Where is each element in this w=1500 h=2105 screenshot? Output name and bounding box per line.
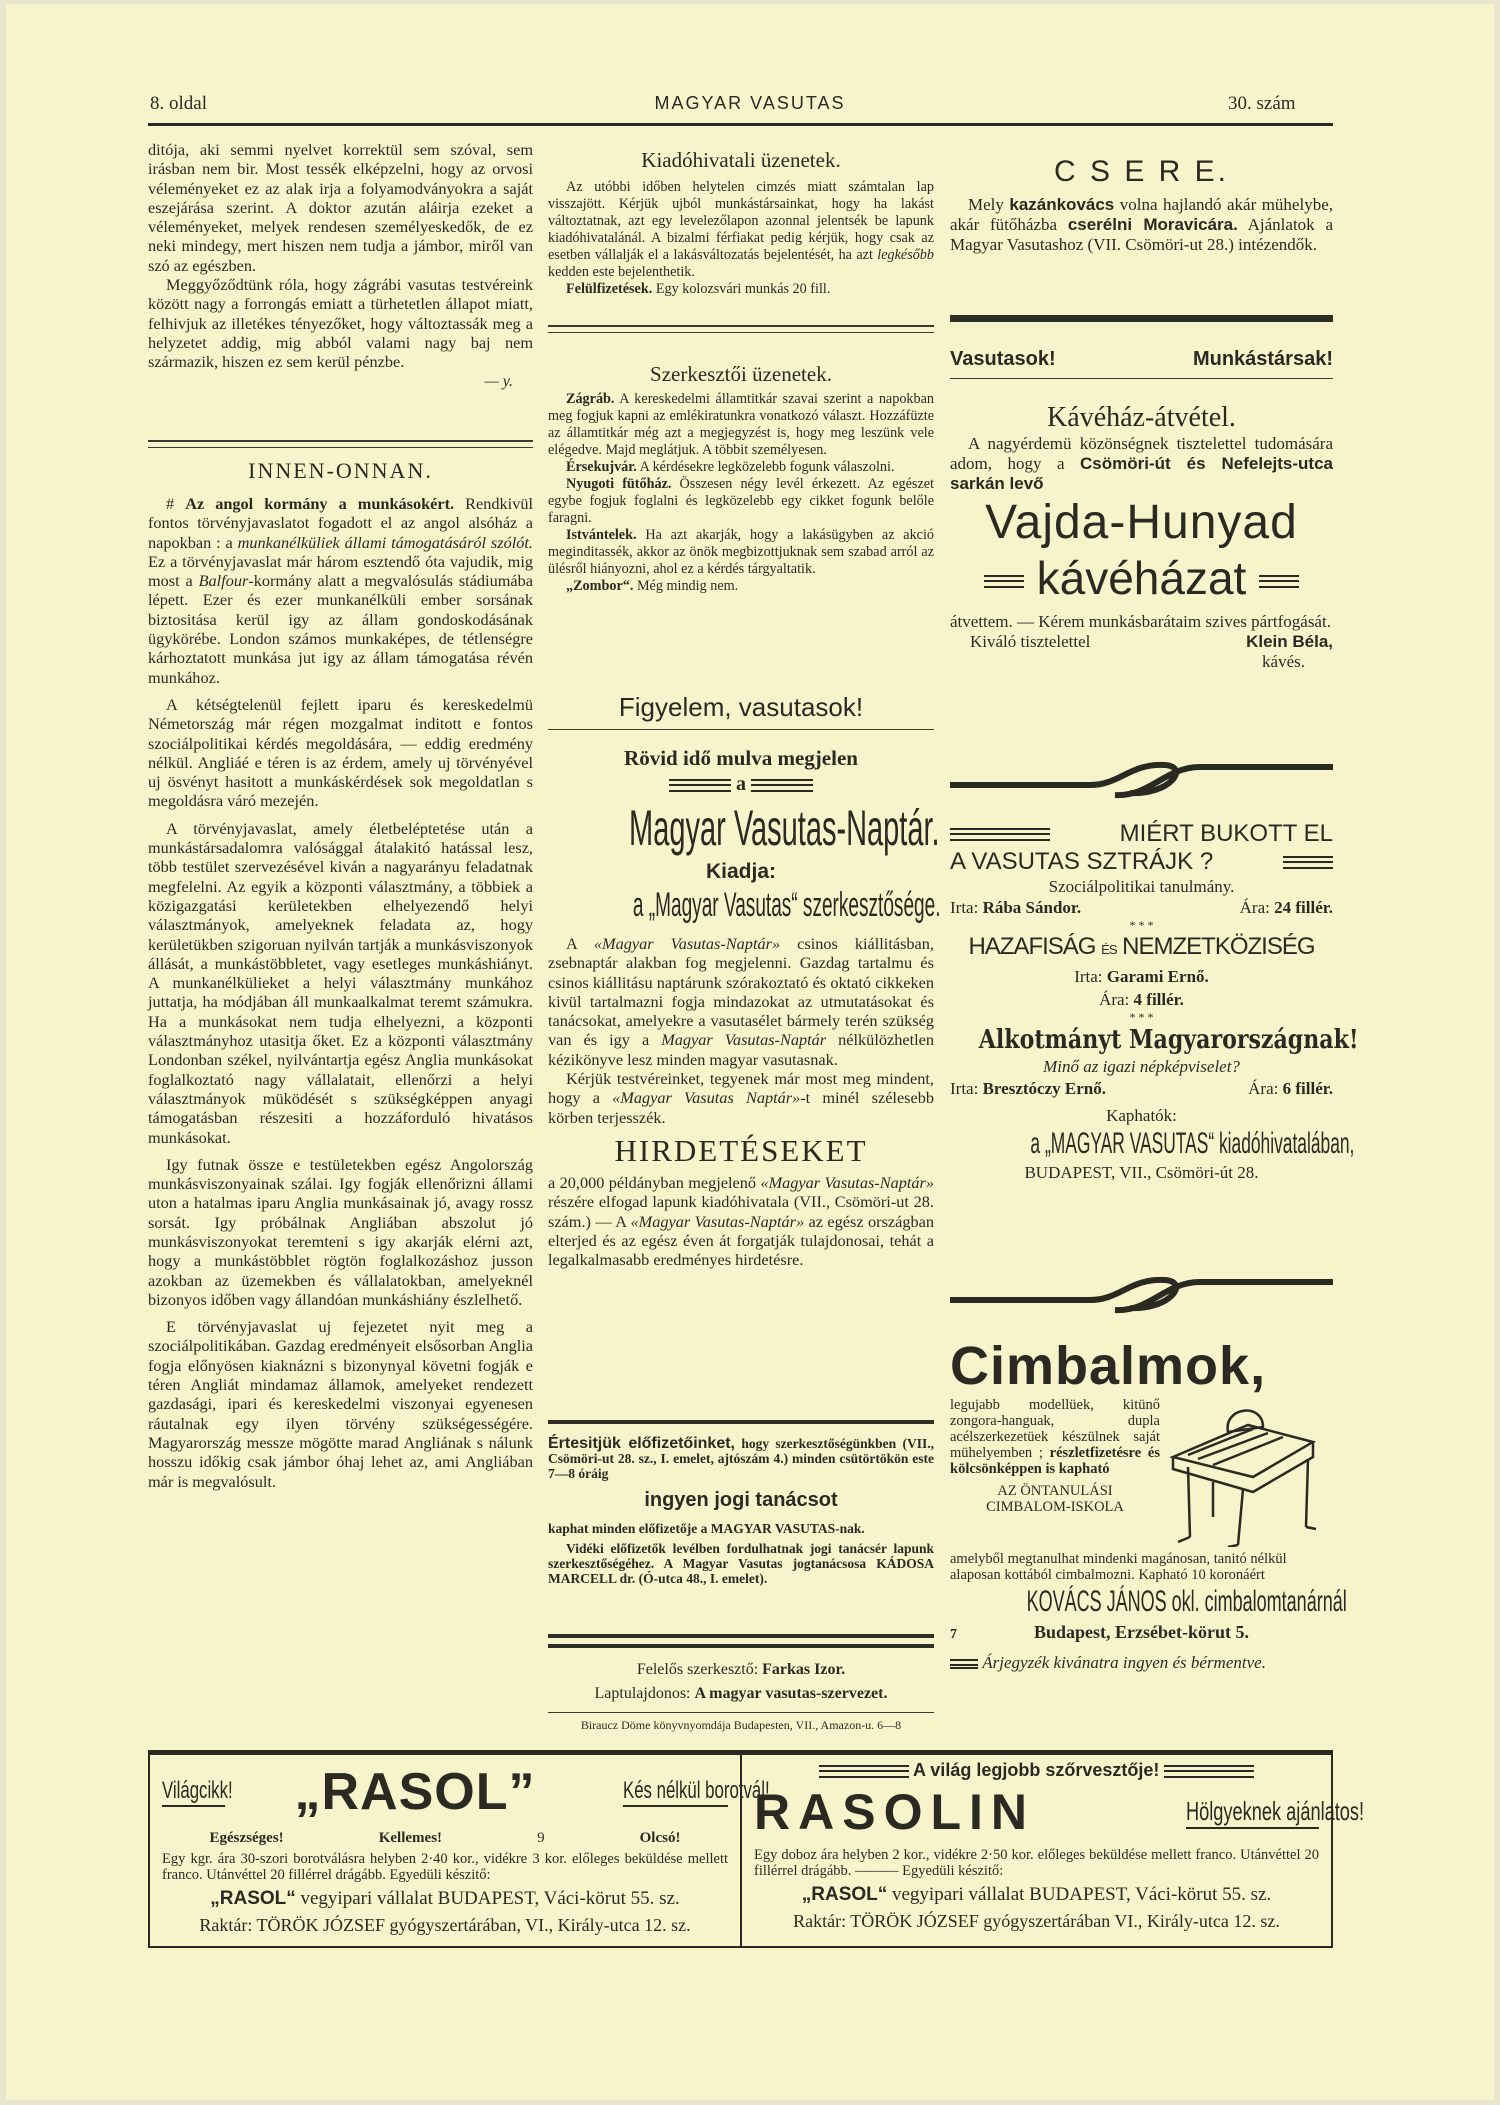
reply-place: Érsekujvár.	[566, 459, 637, 475]
article-title: Az angol kormány a munkásokért.	[185, 494, 455, 513]
owner-label: Laptulajdonos:	[594, 1685, 695, 1702]
stockist: Raktár: TÖRÖK JÓZSEF gyógyszertárában VI., Király-utca 12. sz.	[793, 1911, 1280, 1931]
calendar-ad-article	[548, 773, 934, 796]
article-text: Ez a törvényjavaslat már három esztendő óta vajudik, mig most a	[148, 551, 533, 591]
article-continuation: ditója, aki semmi nyelvet korrektül sem szóval, sem irásban nem bir. Most tessék elképzelni, hogy az orvosi véleményeket ez az alak irja a folyamodványokra a saját eszejárása szerint. A doktor azután aláirja ezeket a véleményeket, melyek rendesen személyeskedők, de ez neki mindegy, mert hiszen nem tudja a jámbor, miről van szó az egészben.	[148, 140, 533, 275]
ad-text: Mely	[968, 195, 1010, 214]
divider	[548, 1644, 934, 1648]
ad-number: 7	[950, 1627, 957, 1642]
section-title: INNEN-ONNAN.	[248, 458, 433, 483]
reply-text: Összesen négy levél érkezett. Az egészet egybe fogjuk foglalni és legközelebb egy cikket fogunk belőle faragni.	[548, 476, 934, 526]
ornament-rule	[1164, 1765, 1254, 1778]
ad-text: részére elfogad lapunk kiadóhivatala (VII., Csömöri-ut 28. szám.) — A	[548, 1192, 934, 1231]
advertisements-title: HIRDETÉSEKET	[614, 1132, 868, 1168]
price: 6 fillér.	[1282, 1079, 1333, 1098]
owner-title: kávés.	[1262, 652, 1305, 671]
rasol-ad	[150, 1755, 770, 1946]
reply-text: Még mindig nem.	[633, 578, 739, 594]
masthead-title: MAGYAR VASUTAS	[654, 93, 846, 113]
ad-text-italic: «Magyar Vasutas-Naptár»	[630, 1211, 805, 1231]
section-divider	[548, 325, 934, 333]
ad-text: Ajánlatok a Magyar Vasutashoz (VII. Csömöri-ut 28.) intézendők.	[950, 215, 1333, 254]
pamphlet-subtitle: Szociálpolitikai tanulmány.	[1048, 877, 1235, 896]
ad-text: csinos kiállitásban, zsebnaptár alakban fog megjelenni. Gazdag tartalmu és csinos kiállitásu naptárunk szórakoztató és oktató cikkeken kivül tartalmazni fogja mindazokat az utmutatásokat és tanácsokat, amelyekre a vasutasélet bármely terén szükség van és igy a	[548, 934, 934, 1050]
ad-text: legujabb modellüek, kitünő zongora-hanguak, dupla acélszerkezetüek készülnek saját mühelyemben ;	[950, 1397, 1160, 1461]
calendar-title: Magyar Vasutas-Naptár.	[629, 800, 940, 856]
article-text-italic: munkanélküliek állami támogatásáról szólót.	[237, 532, 533, 552]
divider	[548, 1712, 934, 1713]
page-number: 8. oldal	[150, 93, 207, 114]
tagline: Hölgyeknek ajánlatos!	[1186, 1796, 1319, 1829]
pamphlet-title: A VASUTAS SZTRÁJK ?	[950, 848, 1214, 875]
tagline: Kés nélkül borotvál!	[623, 1777, 728, 1807]
divider	[548, 729, 934, 730]
benefit: Olcsó!	[639, 1830, 681, 1846]
author-label: Irta:	[1074, 967, 1107, 986]
reply-text: A kérdésekre legközelebb fogunk válaszolni.	[636, 459, 895, 475]
article-paragraph: A törvényjavaslat, amely életbeléptetése után a munkástársadalomra valósággal átalakitó hatással lesz, több testület szervezésével kiván a nagyarányu feladatnak megfelelni. Az egyik a központi választmány, a többiek a közigazgatási kerületekben elhelyezendő helyi választmányok, amelyeknek feladata az, hogy kerületükben szigoruan nyilván tartják a munkásviszonyok állását, a munkástöbbletet, vagy esetleges munkáshiányt. A munkanélkülieket a helyi választmány munkához juttatja, ha módjában áll munkaalkalmat teremt számukra. Ha a munkásokat nem tudja elhelyezni, a központi választmányhoz utasitja őket. Ez a központi választmány Londonban székel, nyilvántartja egész Anglia munkásokat foglalkoztató nagy vállalatait, ellenőrzi a helyi választmányok müködését s szükségképpen anyagi támogatásban részesiti a hozzáforduló hivatásos munkásokat.	[148, 818, 533, 1147]
author: Garami Ernő.	[1106, 967, 1209, 986]
divider	[950, 378, 1333, 379]
price: 4 fillér.	[1133, 990, 1184, 1009]
maker-address: vegyipari vállalat BUDAPEST, Váci-körut 55. sz.	[887, 1884, 1272, 1905]
hash-mark-icon: #	[166, 494, 175, 513]
reply-text: Ha azt akarják, hogy a lakásügyben az akció meginditassék, akkor az önök megbizottjuknak sem szabad arról az ülésről hiányozni, ahol ez a kérdés tárgyaltatik.	[548, 527, 934, 577]
ornament-rule	[950, 1659, 978, 1669]
author-label: Irta:	[950, 898, 983, 917]
closing: Kiváló tisztelettel	[970, 632, 1091, 651]
owner-name: A magyar vasutas-szervezet.	[694, 1685, 888, 1702]
ornament-rule	[950, 828, 1050, 841]
pamphlet-subtitle: Minő az igazi népképviselet?	[1043, 1057, 1240, 1076]
divider	[950, 315, 1333, 322]
reply-place: „Zombor“.	[566, 578, 634, 594]
benefit: Kellemes!	[378, 1830, 443, 1846]
available-label: Kaphatók:	[1106, 1106, 1177, 1125]
railwaymen-callout: Vasutasok!	[950, 348, 1056, 370]
ad-text-bold: Csömöri-út és Nefelejts-utca sarkán levő	[950, 454, 1333, 493]
calendar-ad-subtitle: Rövid idő mulva megjelen	[624, 746, 858, 770]
ad-text: nélkülözhetlen kézikönyve lesz minden magyar vasutasnak.	[548, 1030, 934, 1069]
article-paragraph: A kétségtelenül fejlett iparu és kereskedelmü Németország már régen mozgalmat inditott e fontos szociálpolitikai kérdés megoldására, — eddig eredmény nélkül. Angliáé e téren is az érdem, amely uj törvényével uj ösvényt hasitott a munkáskérdések sok megoldatlan s megoldásra váró mezején.	[148, 694, 533, 811]
editor-label: Felelős szerkesztő:	[636, 1661, 763, 1678]
ad-text: -t minél szélesebb körben terjesszék.	[548, 1088, 935, 1127]
calendar-ad-headline: Figyelem, vasutasok!	[618, 692, 864, 722]
tagline: Világcikk!	[162, 1777, 225, 1807]
stockist: Raktár: TÖRÖK JÓZSEF gyógyszertárában, VI., Király-utca 12. sz.	[199, 1915, 691, 1935]
ad-text-italic: Magyar Vasutas-Naptár	[661, 1030, 827, 1050]
ad-text: Egy kgr. ára 30-szori borotválásra helyben 2·40 kor., vidékre 3 kor. előleges beküldése mellett franco. Utánvéttel 20 fillérrel drágább. Egyedüli készitő:	[162, 1851, 728, 1883]
ornament-rule	[1259, 575, 1299, 588]
cafe-word: kávéházat	[1036, 552, 1247, 604]
ad-text-bold: kazánkovács	[1009, 195, 1115, 214]
price-label: Ára:	[1099, 990, 1134, 1009]
sales-address: BUDAPEST, VII., Csömöri-út 28.	[1024, 1163, 1259, 1182]
maker-address: vegyipari vállalat BUDAPEST, Váci-körut 55. sz.	[295, 1888, 680, 1909]
maker-brand: „RASOL“	[801, 1884, 888, 1905]
ad-text: Kérjük testvéreinket, tegyenek már most meg mindent, hogy a	[548, 1069, 934, 1108]
ad-text: A nagyérdemü közönségnek tisztelettel tudomására adom, hogy a	[950, 434, 1333, 473]
article-text: Rendkivül fontos törvényjavaslatot fogadott el az angol alsóház a napokban : a	[148, 494, 533, 552]
editor-messages-title: Szerkesztői üzenetek.	[650, 362, 832, 386]
printer-imprint: Biraucz Döme könyvnyomdája Budapesten, VII., Amazon-u. 6—8	[580, 1718, 902, 1732]
notice-title: Értesitjük előfizetőinket,	[548, 1435, 735, 1452]
rasolin-ad	[742, 1755, 1365, 1946]
teacher-name: KOVÁCS JÁNOS okl. cimbalomtanárnál	[1026, 1585, 1347, 1618]
school-title: CIMBALOM-ISKOLA	[986, 1499, 1124, 1515]
ad-number: 9	[537, 1830, 545, 1846]
overpayments-label: Felülfizetések.	[566, 281, 653, 297]
teacher-address: Budapest, Erzsébet-körut 5.	[1034, 1622, 1249, 1642]
message-text: Az utóbbi időben helytelen cimzés miatt számtalan lap visszajött. Kérjük ujból munkástársainkat, hogy ha lakást változtatnak, azt egy levelezőlapon azonnal jelentsék be lapunk kiadóhivatalánál. A bizalmi férfiakat pedig kérjük, hogy csak az esetben vállalják el a lakásváltozatás bejelentését, ha azt	[548, 179, 934, 263]
swash-ornament-icon	[950, 755, 1333, 805]
price-label: Ára:	[1248, 1079, 1283, 1098]
ad-text: az egész országban elterjed és az egész éven át forgatják tulajdonosai, tehát a legalkalmasabb eredményes hirdetésre.	[548, 1211, 935, 1270]
ornament-rule	[751, 779, 813, 792]
article-text-italic: Balfour	[198, 571, 249, 591]
reply-place: Zágráb.	[566, 391, 615, 407]
cafe-name: Vajda-Hunyad	[985, 496, 1298, 549]
message-text-italic: legkésőbb	[877, 247, 934, 263]
sales-office: a „MAGYAR VASUTAS“ kiadóhivatalában,	[1030, 1127, 1355, 1160]
publisher-label: Kiadja:	[705, 860, 776, 883]
header-rule	[148, 123, 1333, 126]
exchange-ad-title: C S E R E.	[1053, 155, 1230, 188]
overpayments-text: Egy kolozsvári munkás 20 fill.	[652, 281, 831, 297]
ornament-rule	[984, 575, 1024, 588]
ad-text: A	[566, 934, 594, 953]
school-title: AZ ÖNTANULÁSI	[997, 1483, 1113, 1499]
pamphlet-title: ÉS	[1101, 942, 1117, 957]
author: Bresztóczy Ernő.	[982, 1079, 1106, 1098]
article-paragraph: E törvényjavaslat uj fejezetet nyit meg a szociálpolitikában. Gazdag eredményeit elsősorban Anglia fogja előnyösen kiaknázni s bizonynyal követni fogják e téren Angliát mindamaz államok, amelyeket rendezett gazdasági, ipari és kereskedelmi viszonyai egyenesen ráutalnak egy ilyen törvény szükségességére. Magyarország messze mögötte marad Angliának s nálunk hosszu időkig csak jámbor óhaj lehet az, ami Angliában már is megvalósult.	[148, 1317, 533, 1491]
divider	[548, 1634, 934, 1638]
pamphlet-title: MIÉRT BUKOTT EL	[1119, 820, 1333, 847]
ornament-rule	[1283, 856, 1333, 869]
author-signature: — y.	[484, 372, 513, 390]
issue-number: 30. szám	[1228, 93, 1296, 114]
bottom-ads	[148, 1750, 1365, 1948]
cimbalom-illustration-icon	[1168, 1397, 1318, 1547]
maker-brand: „RASOL“	[210, 1888, 296, 1909]
free-legal-advice: ingyen jogi tanácsot	[644, 1489, 838, 1511]
separator-stars: * * *	[1129, 1010, 1154, 1024]
article-paragraph: Igy futnak össze e testületekben egész Angolország munkásviszonyainak szálai. Igy fogják ellenőrizni állami uton a hatalmas iparu Anglia munkásainak jó, avagy rossz sorsát. Igy próbálnak Angliában abszolut jó munkásviszonyokat teremteni s igy akarják elérni azt, hogy a munkástöbblet rögtön foglalkozáshoz jusson azokban az üzemekben és vállalatokban, amelyeknél bizonyos időben vagy állandóan munkáshiány észlelhető.	[148, 1154, 533, 1309]
article-text: -kormány alatt a megvalósulás stádiumába lépett. Ezer és ezer munkanélküli ember sorsának biztositása kerül igy az állam gondoskodásának ügykörébe. London számos munkaképes, de tétlenségre kárhoztatott munkása jut igy az állam támogatása révén munkához.	[148, 571, 533, 687]
divider	[548, 1420, 934, 1424]
ad-text-bold: cserélni Moravicára.	[1067, 215, 1238, 234]
rasolin-brand: RASOLIN	[754, 1784, 1035, 1840]
reply-place: Nyugoti fütőház.	[566, 476, 672, 492]
tagline: A világ legjobb szőrvesztője!	[912, 1760, 1160, 1780]
section-divider	[148, 440, 533, 448]
notice-text: hogy szerkesztőségünkben (VII., Csömöri-ut 28. sz., I. emelet, ajtószám 4.) minden csütörtökön este 7—8 óráig	[548, 1436, 934, 1481]
message-text: kedden este bejelenthetik.	[548, 264, 695, 280]
ad-text: amelyből megtanulhat mindenki magánosan, tanitó nélkül alaposan kottából cimbalmozni. Kapható 10 koronáért	[950, 1551, 1287, 1583]
price-label: Ára:	[1239, 898, 1275, 917]
coworkers-callout: Munkástársak!	[1192, 348, 1333, 370]
swash-ornament-icon	[950, 1270, 1333, 1320]
ad-text-italic: «Magyar Vasutas-Naptár»	[760, 1172, 934, 1192]
author: Rába Sándor.	[982, 898, 1082, 917]
price-list-note: Árjegyzék kivánatra ingyen és bérmentve.	[982, 1653, 1266, 1672]
ad-text: volna hajlandó akár mühelybe, akár fütőházba	[950, 195, 1333, 234]
ad-text: a 20,000 példányban megjelenő	[548, 1172, 761, 1192]
calendar-ad-a: a	[736, 773, 746, 795]
pamphlet-title: Alkotmányt Magyarországnak!	[978, 1025, 1359, 1055]
pamphlet-title: HAZAFISÁG	[968, 933, 1096, 960]
ornament-rule	[669, 779, 731, 792]
rasol-brand: „RASOL”	[294, 1763, 536, 1821]
pamphlet-title: NEMZETKÖZISÉG	[1122, 933, 1315, 960]
notice-text: kaphat minden előfizetője a MAGYAR VASUTAS-nak.	[548, 1521, 865, 1536]
ad-text: átvettem. — Kérem munkásbarátaim szives pártfogását.	[950, 612, 1331, 631]
ad-text: Egy doboz ára helyben 2 kor., vidékre 2·50 kor. előleges beküldése mellett franco. Utánvéttel 20 fillérrel drágább. ——— Egyedüli készitő:	[754, 1847, 1319, 1879]
editor-name: Farkas Izor.	[762, 1661, 846, 1678]
separator-stars: * * *	[1129, 918, 1154, 932]
benefit: Egészséges!	[209, 1830, 284, 1846]
ad-text-italic: «Magyar Vasutas Naptár»	[612, 1088, 801, 1108]
ad-text-bold: részletfizetésre és kölcsönképpen is kapható	[950, 1445, 1160, 1477]
publisher-name: a „Magyar Vasutas“ szerkesztősége.	[632, 886, 941, 924]
notice-text: Vidéki előfizetők levélben fordulhatnak jogi tanácsér lapunk szerkesztőségéhez. A Magyar Vasutas jogtanácsosa KÁDOSA MARCELL dr. (Ó-utca 48., I. emelet).	[548, 1541, 934, 1586]
reply-place: Istvántelek.	[566, 527, 637, 543]
ad-text-italic: «Magyar Vasutas-Naptár»	[593, 934, 781, 953]
publisher-messages-title: Kiadóhivatali üzenetek.	[641, 148, 841, 172]
price: 24 fillér.	[1274, 898, 1333, 917]
reply-text: A kereskedelmi államtitkár szavai szerint a napokban meg fogjuk kapni az emlékiratunkra vonatkozó választ. Hozzáfüzte az államtitkár még azt a megjegyzést is, hogy meg leszünk vele elégedve. Majd meglátjuk. A többit személyesen.	[548, 391, 934, 458]
owner-name: Klein Béla,	[1246, 632, 1333, 651]
article-paragraph: Meggyőződtünk róla, hogy zágrábi vasutas testvéreink között nagy a forrongás emiatt a türhetetlen állapot miatt, felhivjuk az illetékes tényezőket, hogy változtassák meg a helyzetet addig, mig abból valami nagy baj nem származik, hiszen ez sem kerül pénzbe.	[148, 275, 533, 372]
cafe-ad-title: Kávéház-átvétel.	[1047, 402, 1236, 433]
author-label: Irta:	[950, 1079, 983, 1098]
ornament-rule	[819, 1765, 909, 1778]
cimbalom-ad-title: Cimbalmok,	[950, 1336, 1267, 1396]
